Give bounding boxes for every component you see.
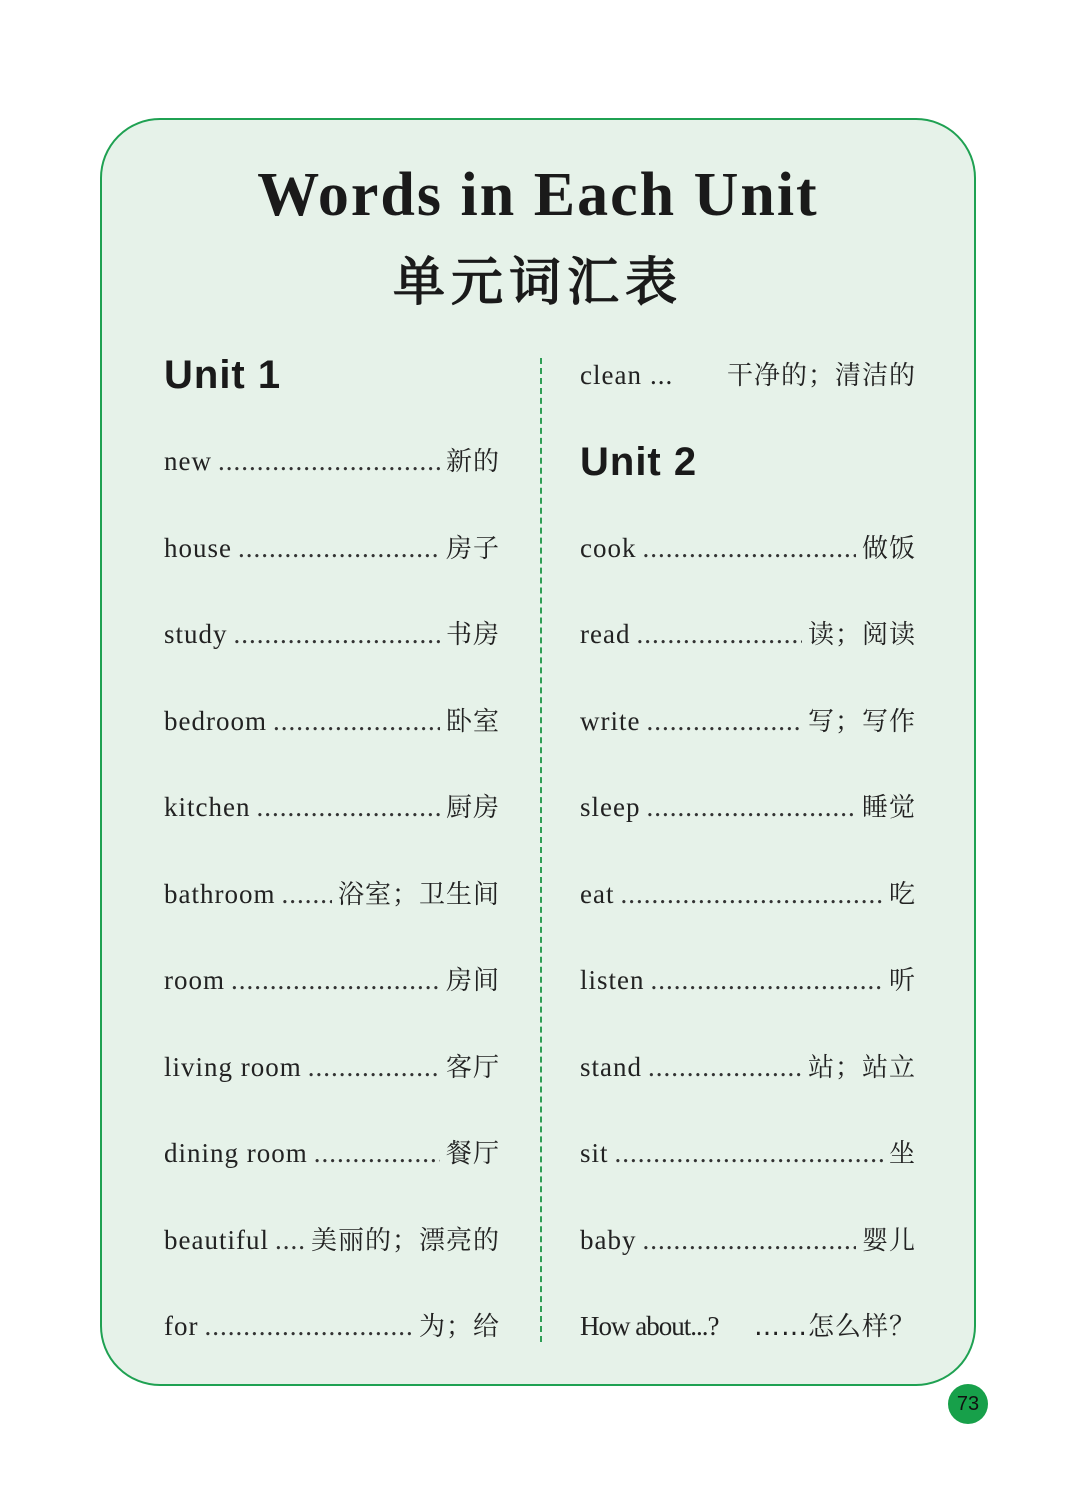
leader-dots — [636, 591, 802, 678]
word-chinese: 书房 — [445, 620, 500, 650]
word-english: for — [164, 1311, 199, 1341]
leader-dots — [615, 1110, 883, 1197]
word-english: sleep — [580, 792, 641, 822]
leader-dots — [275, 1197, 305, 1284]
word-chinese: ……怎么样？ — [753, 1312, 916, 1342]
word-entry — [580, 1283, 916, 1370]
word-english: bathroom — [164, 878, 276, 909]
word-english: stand — [580, 1051, 642, 1082]
title-chinese: 单元词汇表 — [392, 253, 683, 313]
word-chinese: 新的 — [445, 447, 500, 477]
word-entry — [580, 764, 916, 851]
leader-dots — [314, 1110, 440, 1197]
leader-dots — [204, 1283, 413, 1370]
word-entry — [164, 418, 500, 505]
word-english: write — [580, 705, 641, 736]
column-divider — [540, 358, 542, 1342]
unit-heading: Unit 1 — [164, 353, 282, 397]
word-entry — [164, 937, 500, 1024]
word-chinese: 美丽的；漂亮的 — [310, 1225, 500, 1256]
word-chinese: 干净的；清洁的 — [726, 361, 916, 391]
word-entry — [580, 851, 916, 938]
word-english: cook — [580, 532, 637, 563]
word-entry — [164, 505, 500, 592]
word-english: living room — [164, 1051, 302, 1082]
word-english: dining room — [164, 1138, 308, 1168]
word-english: house — [164, 532, 232, 563]
page-number-badge: 73 — [948, 1384, 988, 1424]
leader-dots — [218, 418, 440, 505]
word-chinese: 厨房 — [445, 793, 500, 823]
leader-dots — [231, 937, 440, 1024]
word-entry — [580, 1110, 916, 1197]
word-chinese: 站；站立 — [807, 1052, 916, 1083]
word-entry — [580, 591, 916, 678]
word-english: eat — [580, 878, 615, 909]
leader-dots — [648, 1024, 802, 1111]
word-english: listen — [580, 965, 645, 995]
vocabulary-card — [100, 118, 976, 1386]
leader-dots — [256, 764, 440, 851]
leader-dots — [308, 1024, 440, 1111]
word-english: room — [164, 965, 225, 995]
leader-dots — [646, 678, 802, 765]
word-entry — [164, 1283, 500, 1370]
word-chinese: 做饭 — [861, 533, 916, 564]
word-entry — [164, 1197, 500, 1284]
word-chinese: 写；写作 — [807, 706, 916, 737]
word-entry — [164, 678, 500, 765]
right-column — [580, 332, 916, 1370]
word-chinese: 吃 — [888, 879, 916, 910]
left-column — [164, 332, 500, 1370]
word-chinese: 为；给 — [418, 1312, 500, 1342]
word-chinese: 婴儿 — [861, 1225, 916, 1256]
word-english: study — [164, 619, 228, 649]
word-english: kitchen — [164, 792, 251, 822]
leader-dots — [642, 1197, 856, 1284]
word-entry — [580, 332, 916, 419]
word-english: clean — [580, 360, 642, 390]
word-entry — [580, 505, 916, 592]
word-separator: ... — [649, 360, 674, 390]
word-chinese: 房间 — [445, 966, 500, 996]
word-chinese: 客厅 — [445, 1052, 500, 1083]
word-chinese: 听 — [888, 966, 916, 996]
word-chinese: 浴室；卫生间 — [337, 879, 500, 910]
word-entry — [164, 591, 500, 678]
leader-dots — [234, 591, 440, 678]
leader-dots — [646, 764, 856, 851]
word-english: read — [580, 619, 631, 649]
word-chinese: 房子 — [445, 533, 500, 564]
word-entry — [164, 1110, 500, 1197]
word-chinese: 睡觉 — [861, 793, 916, 823]
word-chinese: 读；阅读 — [807, 620, 916, 650]
leader-dots — [238, 505, 440, 592]
word-chinese: 坐 — [888, 1139, 916, 1169]
word-english: bedroom — [164, 705, 267, 736]
title-english: Words in Each Unit — [257, 161, 819, 229]
leader-dots — [642, 505, 856, 592]
word-entry — [164, 1024, 500, 1111]
leader-dots — [620, 851, 883, 938]
word-entry — [164, 764, 500, 851]
word-english: new — [164, 446, 212, 476]
unit-heading: Unit 2 — [580, 439, 698, 484]
word-entry — [580, 678, 916, 765]
word-english: beautiful — [164, 1224, 269, 1255]
leader-dots — [651, 937, 883, 1024]
word-english: How about...? — [580, 1311, 719, 1341]
word-chinese: 餐厅 — [445, 1139, 500, 1169]
leader-dots — [273, 678, 440, 765]
word-entry — [580, 1024, 916, 1111]
word-english: sit — [580, 1138, 609, 1168]
word-entry — [580, 937, 916, 1024]
word-entry — [580, 1197, 916, 1284]
word-entry — [164, 851, 500, 938]
word-english: baby — [580, 1224, 637, 1255]
leader-dots — [281, 851, 332, 938]
word-chinese: 卧室 — [445, 706, 500, 737]
